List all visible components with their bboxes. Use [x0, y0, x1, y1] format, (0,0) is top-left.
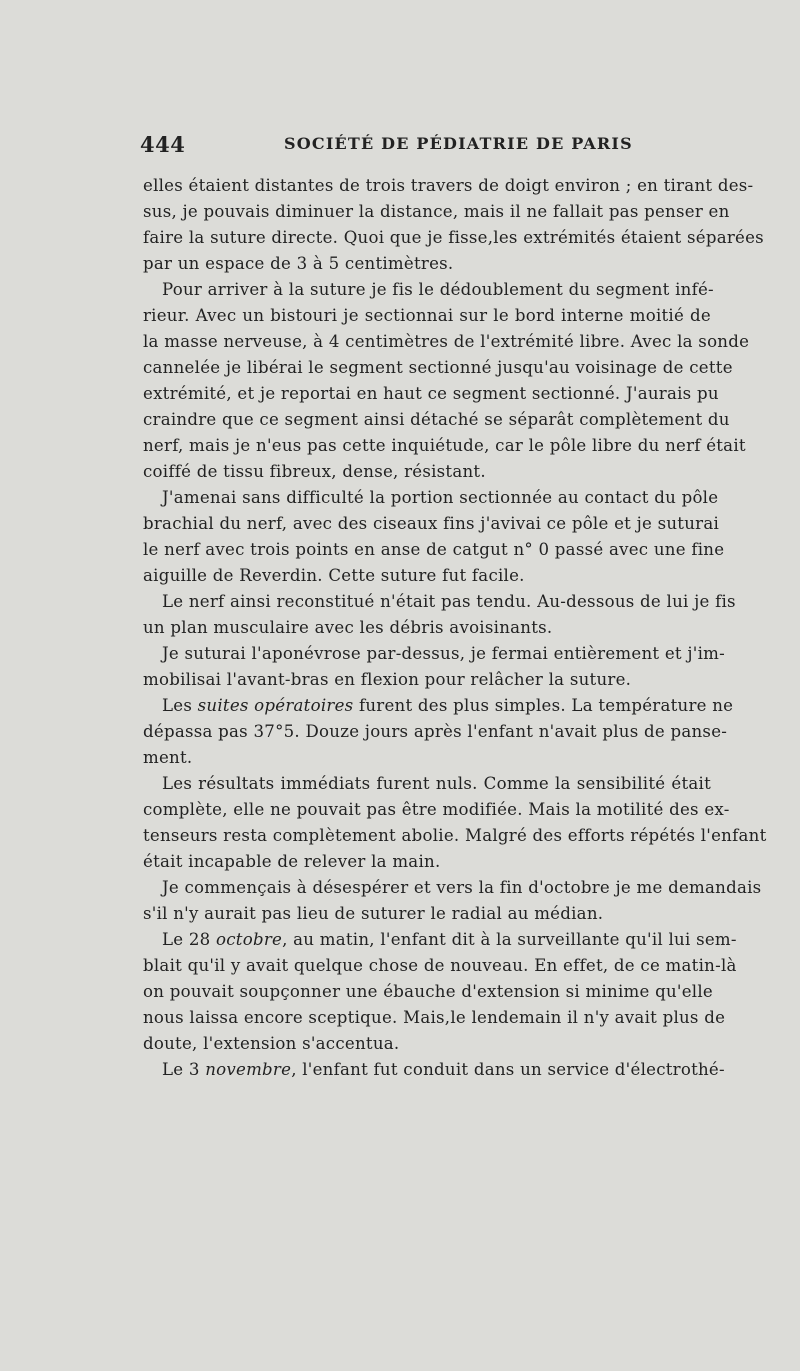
text-segment: , l'enfant fut conduit dans un service d'électrothé-	[291, 1060, 725, 1079]
text-segment: furent des plus simples. La température ne	[353, 696, 734, 715]
text-line: le nerf avec trois points en anse de catgut n° 0 passé avec une fine	[143, 540, 725, 559]
text-line: mobilisai l'avant-bras en flexion pour relâcher la suture.	[143, 670, 632, 689]
text-line: extrémité, et je reportai en haut ce segment sectionné. J'aurais pu	[143, 384, 719, 403]
text-line: un plan musculaire avec les débris avoisinants.	[143, 618, 553, 637]
text-segment: Les	[162, 696, 198, 715]
text-line: Les résultats immédiats furent nuls. Comme la sensibilité était	[162, 774, 711, 793]
text-line: Je suturai l'aponévrose par-dessus, je fermai entièrement et j'im-	[162, 644, 725, 663]
text-line: coiffé de tissu fibreux, dense, résistant.	[143, 462, 486, 481]
text-line: on pouvait soupçonner une ébauche d'extension si minime qu'elle	[143, 982, 713, 1001]
text-line: tenseurs resta complètement abolie. Malgré des efforts répétés l'enfant	[143, 826, 767, 845]
text-segment: Le 28	[162, 930, 217, 949]
text-line: doute, l'extension s'accentua.	[143, 1034, 400, 1053]
text-line: J'amenai sans difficulté la portion sectionnée au contact du pôle	[162, 488, 719, 507]
text-line: la masse nerveuse, à 4 centimètres de l'extrémité libre. Avec la sonde	[143, 332, 750, 351]
italic-term: suites opératoires	[197, 696, 354, 715]
text-line: dépassa pas 37°5. Douze jours après l'enfant n'avait plus de panse-	[143, 722, 728, 741]
text-line: par un espace de 3 à 5 centimètres.	[143, 254, 454, 273]
text-line: Le nerf ainsi reconstitué n'était pas tendu. Au-dessous de lui je fis	[162, 592, 736, 611]
running-head: SOCIÉTÉ DE PÉDIATRIE DE PARIS	[284, 134, 633, 153]
text-line	[143, 927, 737, 953]
text-line: aiguille de Reverdin. Cette suture fut facile.	[143, 566, 525, 585]
text-line: Pour arriver à la suture je fis le dédoublement du segment infé-	[162, 280, 714, 299]
text-line: était incapable de relever la main.	[143, 852, 441, 871]
text-line: cannelée je libérai le segment sectionné jusqu'au voisinage de cette	[143, 358, 733, 377]
text-line: brachial du nerf, avec des ciseaux fins j'avivai ce pôle et je suturai	[143, 514, 720, 533]
italic-term: octobre	[216, 930, 283, 949]
text-line: nous laissa encore sceptique. Mais,le lendemain il n'y avait plus de	[143, 1008, 726, 1027]
text-segment: Le 3	[162, 1060, 206, 1079]
text-line: Je commençais à désespérer et vers la fin d'octobre je me demandais	[162, 878, 762, 897]
text-segment: , au matin, l'enfant dit à la surveillante qu'il lui sem-	[282, 930, 737, 949]
body-text	[143, 173, 767, 1083]
italic-term: novembre	[205, 1060, 292, 1079]
text-line: nerf, mais je n'eus pas cette inquiétude, car le pôle libre du nerf était	[143, 436, 746, 455]
text-line: blait qu'il y avait quelque chose de nouveau. En effet, de ce matin-là	[143, 956, 737, 975]
text-line: craindre que ce segment ainsi détaché se séparât complètement du	[143, 410, 730, 429]
text-line: faire la suture directe. Quoi que je fisse,les extrémités étaient séparées	[143, 228, 764, 247]
text-line: elles étaient distantes de trois travers de doigt environ ; en tirant des-	[143, 176, 754, 195]
text-line: rieur. Avec un bistouri je sectionnai sur le bord interne moitié de	[143, 306, 711, 325]
text-line: sus, je pouvais diminuer la distance, mais il ne fallait pas penser en	[143, 202, 730, 221]
page-number: 444	[140, 132, 186, 157]
text-line	[143, 693, 734, 719]
text-line: s'il n'y aurait pas lieu de suturer le radial au médian.	[143, 904, 604, 923]
text-line: complète, elle ne pouvait pas être modifiée. Mais la motilité des ex-	[143, 800, 730, 819]
page-header	[140, 132, 710, 158]
text-line	[143, 1057, 725, 1083]
text-line: ment.	[143, 748, 193, 767]
